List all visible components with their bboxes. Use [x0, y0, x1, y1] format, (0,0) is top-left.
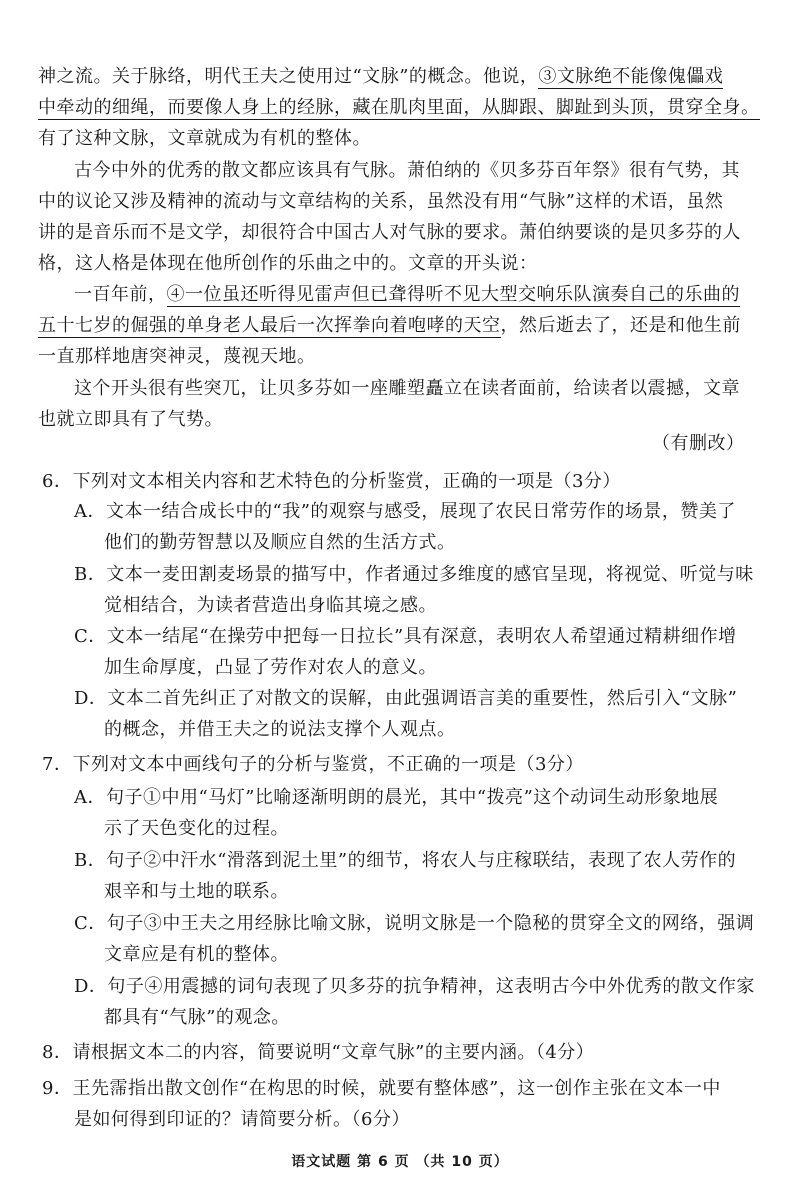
q7-option-a: A．句子①中用“马灯”比喻逐渐明朗的晨光，其中“拨亮”这个动词生动形象地展 — [74, 787, 719, 808]
question-6-stem: 6．下列对文本相关内容和艺术特色的分析鉴赏，正确的一项是（3分） — [42, 471, 621, 492]
underlined-sentence-3: ③文脉绝不能像傀儡戏 — [538, 66, 724, 87]
underlined-sentence-3-cont: 中牵动的细绳，而要像人身上的经脉，藏在肌肉里面，从脚跟、脚趾到头顶，贯穿全身。 — [38, 97, 760, 118]
q6-option-b: B．文本一麦田割麦场景的描写中，作者通过多维度的感官呈现，将视觉、听觉与味 — [74, 564, 754, 585]
underlined-sentence-4: ④一位虽还听得见雷声但已聋得听不见大型交响乐队演奏自己的乐曲的 — [166, 284, 740, 305]
passage-line: 中的议论又涉及精神的流动与文章结构的关系，虽然没有用“气脉”这样的术语，虽然 — [38, 191, 724, 212]
q7-option-c: C．句子③中王夫之用经脉比喻文脉，说明文脉是一个隐秘的贯穿全文的网络，强调 — [74, 913, 755, 934]
q7-option-b-cont: 艰辛和与土地的联系。 — [104, 881, 289, 902]
passage-text: 一百年前， — [74, 284, 167, 305]
q6-option-a: A．文本一结合成长中的“我”的观察与感受，展现了农民日常劳作的场景，赞美了 — [74, 501, 736, 522]
q6-option-d: D．文本二首先纠正了对散文的误解，由此强调语言美的重要性，然后引入“文脉” — [74, 688, 738, 709]
passage-line — [38, 95, 760, 121]
passage-text: 神之流。关于脉络，明代王夫之使用过“文脉”的概念。他说， — [38, 66, 539, 87]
passage-line: 讲的是音乐而不是文学，却很符合中国古人对气脉的要求。萧伯纳要谈的是贝多芬的人 — [38, 222, 741, 243]
page-footer: 语文试题 第 6 页 （共 10 页） — [291, 1154, 509, 1170]
passage-line: 一直那样地唐突神灵，蔑视天地。 — [38, 346, 316, 367]
q7-option-d: D．句子④用震撼的词句表现了贝多芬的抗争精神，这表明古今中外优秀的散文作家 — [74, 976, 755, 997]
q6-option-a-cont: 他们的勤劳智慧以及顺应自然的生活方式。 — [104, 532, 456, 553]
passage-line — [38, 64, 723, 90]
q7-option-b: B．句子②中汗水“滑落到泥土里”的细节，将农人与庄稼联结，表现了农人劳作的 — [74, 850, 737, 871]
passage-line: 古今中外的优秀的散文都应该具有气脉。萧伯纳的《贝多芬百年祭》很有气势，其 — [74, 160, 740, 181]
passage-line — [74, 282, 740, 308]
passage-line: 有了这种文脉，文章就成为有机的整体。 — [38, 128, 371, 149]
q6-option-c-cont: 加生命厚度，凸显了劳作对农人的意义。 — [104, 657, 437, 678]
question-9: 9．王先霈指出散文创作“在构思的时候，就要有整体感”，这一创作主张在文本一中 — [42, 1078, 721, 1099]
revision-note: （有删改） — [652, 433, 745, 454]
passage-line: 这个开头很有些突兀，让贝多芬如一座雕塑矗立在读者面前，给读者以震撼，文章 — [74, 378, 740, 399]
question-9-cont: 是如何得到印证的？请简要分析。（6分） — [74, 1109, 410, 1130]
q7-option-a-cont: 示了天色变化的过程。 — [104, 818, 289, 839]
q6-option-b-cont: 觉相结合，为读者营造出身临其境之感。 — [104, 595, 437, 616]
passage-line: 也就立即具有了气势。 — [38, 409, 223, 430]
question-8: 8．请根据文本二的内容，简要说明“文章气脉”的主要内涵。（4分） — [42, 1042, 595, 1063]
q7-option-c-cont: 文章应是有机的整体。 — [104, 944, 289, 965]
passage-line: 格，这人格是体现在他所创作的乐曲之中的。文章的开头说： — [38, 253, 538, 274]
passage-text: ，然后逝去了，还是和他生前 — [500, 315, 741, 336]
underlined-sentence-4-cont: 五十七岁的倔强的单身老人最后一次挥拳向着咆哮的天空 — [38, 315, 501, 336]
q6-option-d-cont: 的概念，并借王夫之的说法支撑个人观点。 — [104, 719, 456, 740]
q7-option-d-cont: 都具有“气脉”的观念。 — [104, 1007, 290, 1028]
q6-option-c: C．文本一结尾“在操劳中把每一日拉长”具有深意，表明农人希望通过精耕细作增 — [74, 626, 737, 647]
question-7-stem: 7．下列对文本中画线句子的分析与鉴赏，不正确的一项是（3分） — [42, 754, 584, 775]
passage-line — [38, 313, 741, 339]
